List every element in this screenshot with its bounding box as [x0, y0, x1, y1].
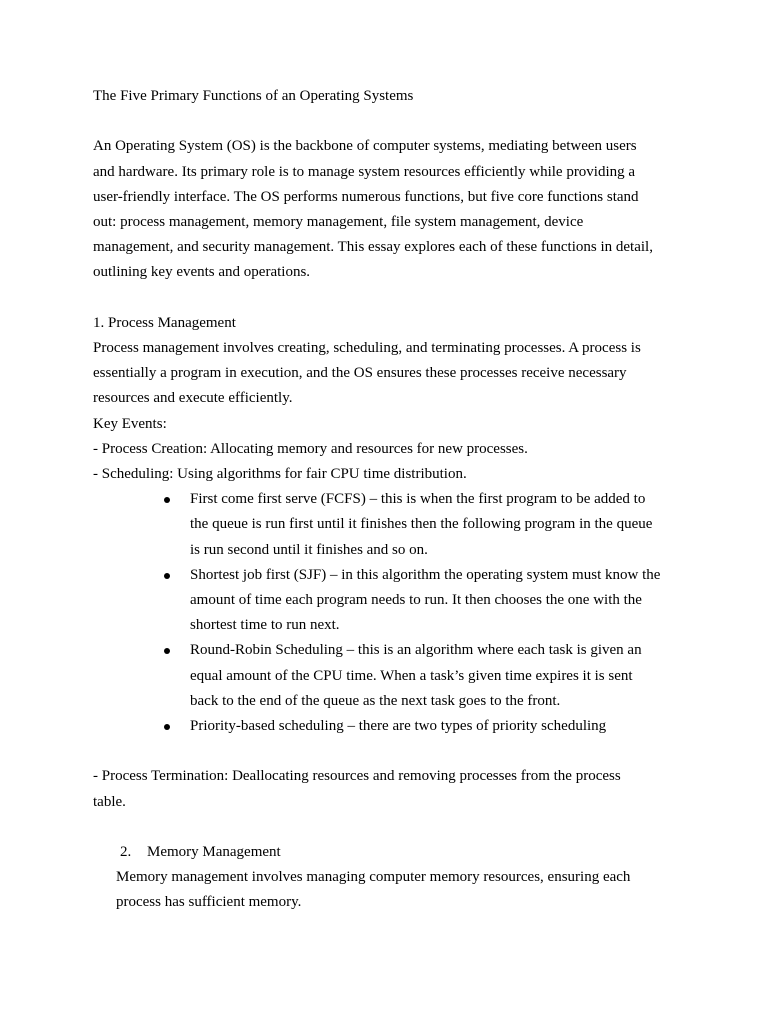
termination-line: - Process Termination: Deallocating resources and removing processes from the process [93, 768, 621, 785]
intro-line: outlining key events and operations. [93, 264, 311, 281]
section-1-line: Process management involves creating, scheduling, and terminating processes. A process is [93, 340, 641, 356]
key-events-label: Key Events: [93, 415, 167, 432]
list-item-line: is run second until it finishes and so on. [190, 541, 428, 558]
section-2-body [93, 865, 688, 915]
list-item-line: shortest time to run next. [190, 617, 340, 634]
list-item-line: First come first serve (FCFS) – this is when the first program to be added to [190, 491, 646, 508]
event-process-creation: - Process Creation: Allocating memory and resources for new processes. [93, 440, 528, 457]
intro-line: management, and security management. This essay explores each of these functions in detail, [93, 239, 653, 256]
list-item-fcfs [93, 487, 688, 563]
bullet-icon [164, 648, 170, 654]
spacer [93, 739, 688, 764]
list-item-line: equal amount of the CPU time. When a task’s given time expires it is sent [190, 667, 633, 684]
list-item-line: amount of time each program needs to run. It then chooses the one with the [190, 592, 642, 609]
bullet-icon [164, 724, 170, 730]
section-2-number: 2. [120, 844, 132, 861]
section-1-body [93, 336, 688, 412]
list-item-line: Priority-based scheduling – there are two types of priority scheduling [190, 718, 607, 735]
list-item-round-robin [93, 638, 688, 714]
event-scheduling: - Scheduling: Using algorithms for fair CPU time distribution. [93, 466, 467, 483]
intro-line: An Operating System (OS) is the backbone of computer systems, mediating between users [93, 138, 637, 155]
intro-line: and hardware. Its primary role is to manage system resources efficiently while providing a [93, 163, 636, 180]
document-body [93, 84, 688, 916]
section-2-heading [93, 840, 688, 865]
list-item-line: the queue is run first until it finishes then the following program in the queue [190, 516, 653, 533]
intro-line: out: process management, memory management, file system management, device [93, 214, 584, 230]
event-process-termination [93, 764, 688, 814]
scheduling-algorithms-list [93, 487, 688, 739]
section-1-line: resources and execute efficiently. [93, 390, 293, 407]
list-item-line: Shortest job first (SJF) – in this algorithm the operating system must know the [190, 566, 661, 583]
spacer [93, 815, 688, 840]
section-2-line: process has sufficient memory. [116, 894, 302, 911]
spacer [93, 109, 688, 134]
section-1-line: essentially a program in execution, and the OS ensures these processes receive necessary [93, 365, 627, 382]
section-2-title: Memory Management [147, 844, 281, 861]
list-item-priority [93, 714, 688, 739]
bullet-icon [164, 497, 170, 503]
section-2-line: Memory management involves managing computer memory resources, ensuring each [116, 869, 631, 886]
section-1-heading: 1. Process Management [93, 314, 236, 331]
list-item-sjf [93, 563, 688, 639]
termination-line: table. [93, 793, 126, 810]
list-item-line: back to the end of the queue as the next task goes to the front. [190, 692, 561, 709]
intro-line: user-friendly interface. The OS performs numerous functions, but five core functions stand [93, 188, 639, 205]
bullet-icon [164, 573, 170, 579]
spacer [93, 286, 688, 311]
document-title: The Five Primary Functions of an Operating Systems [93, 88, 414, 104]
intro-paragraph [93, 134, 688, 285]
list-item-line: Round-Robin Scheduling – this is an algorithm where each task is given an [190, 642, 642, 659]
